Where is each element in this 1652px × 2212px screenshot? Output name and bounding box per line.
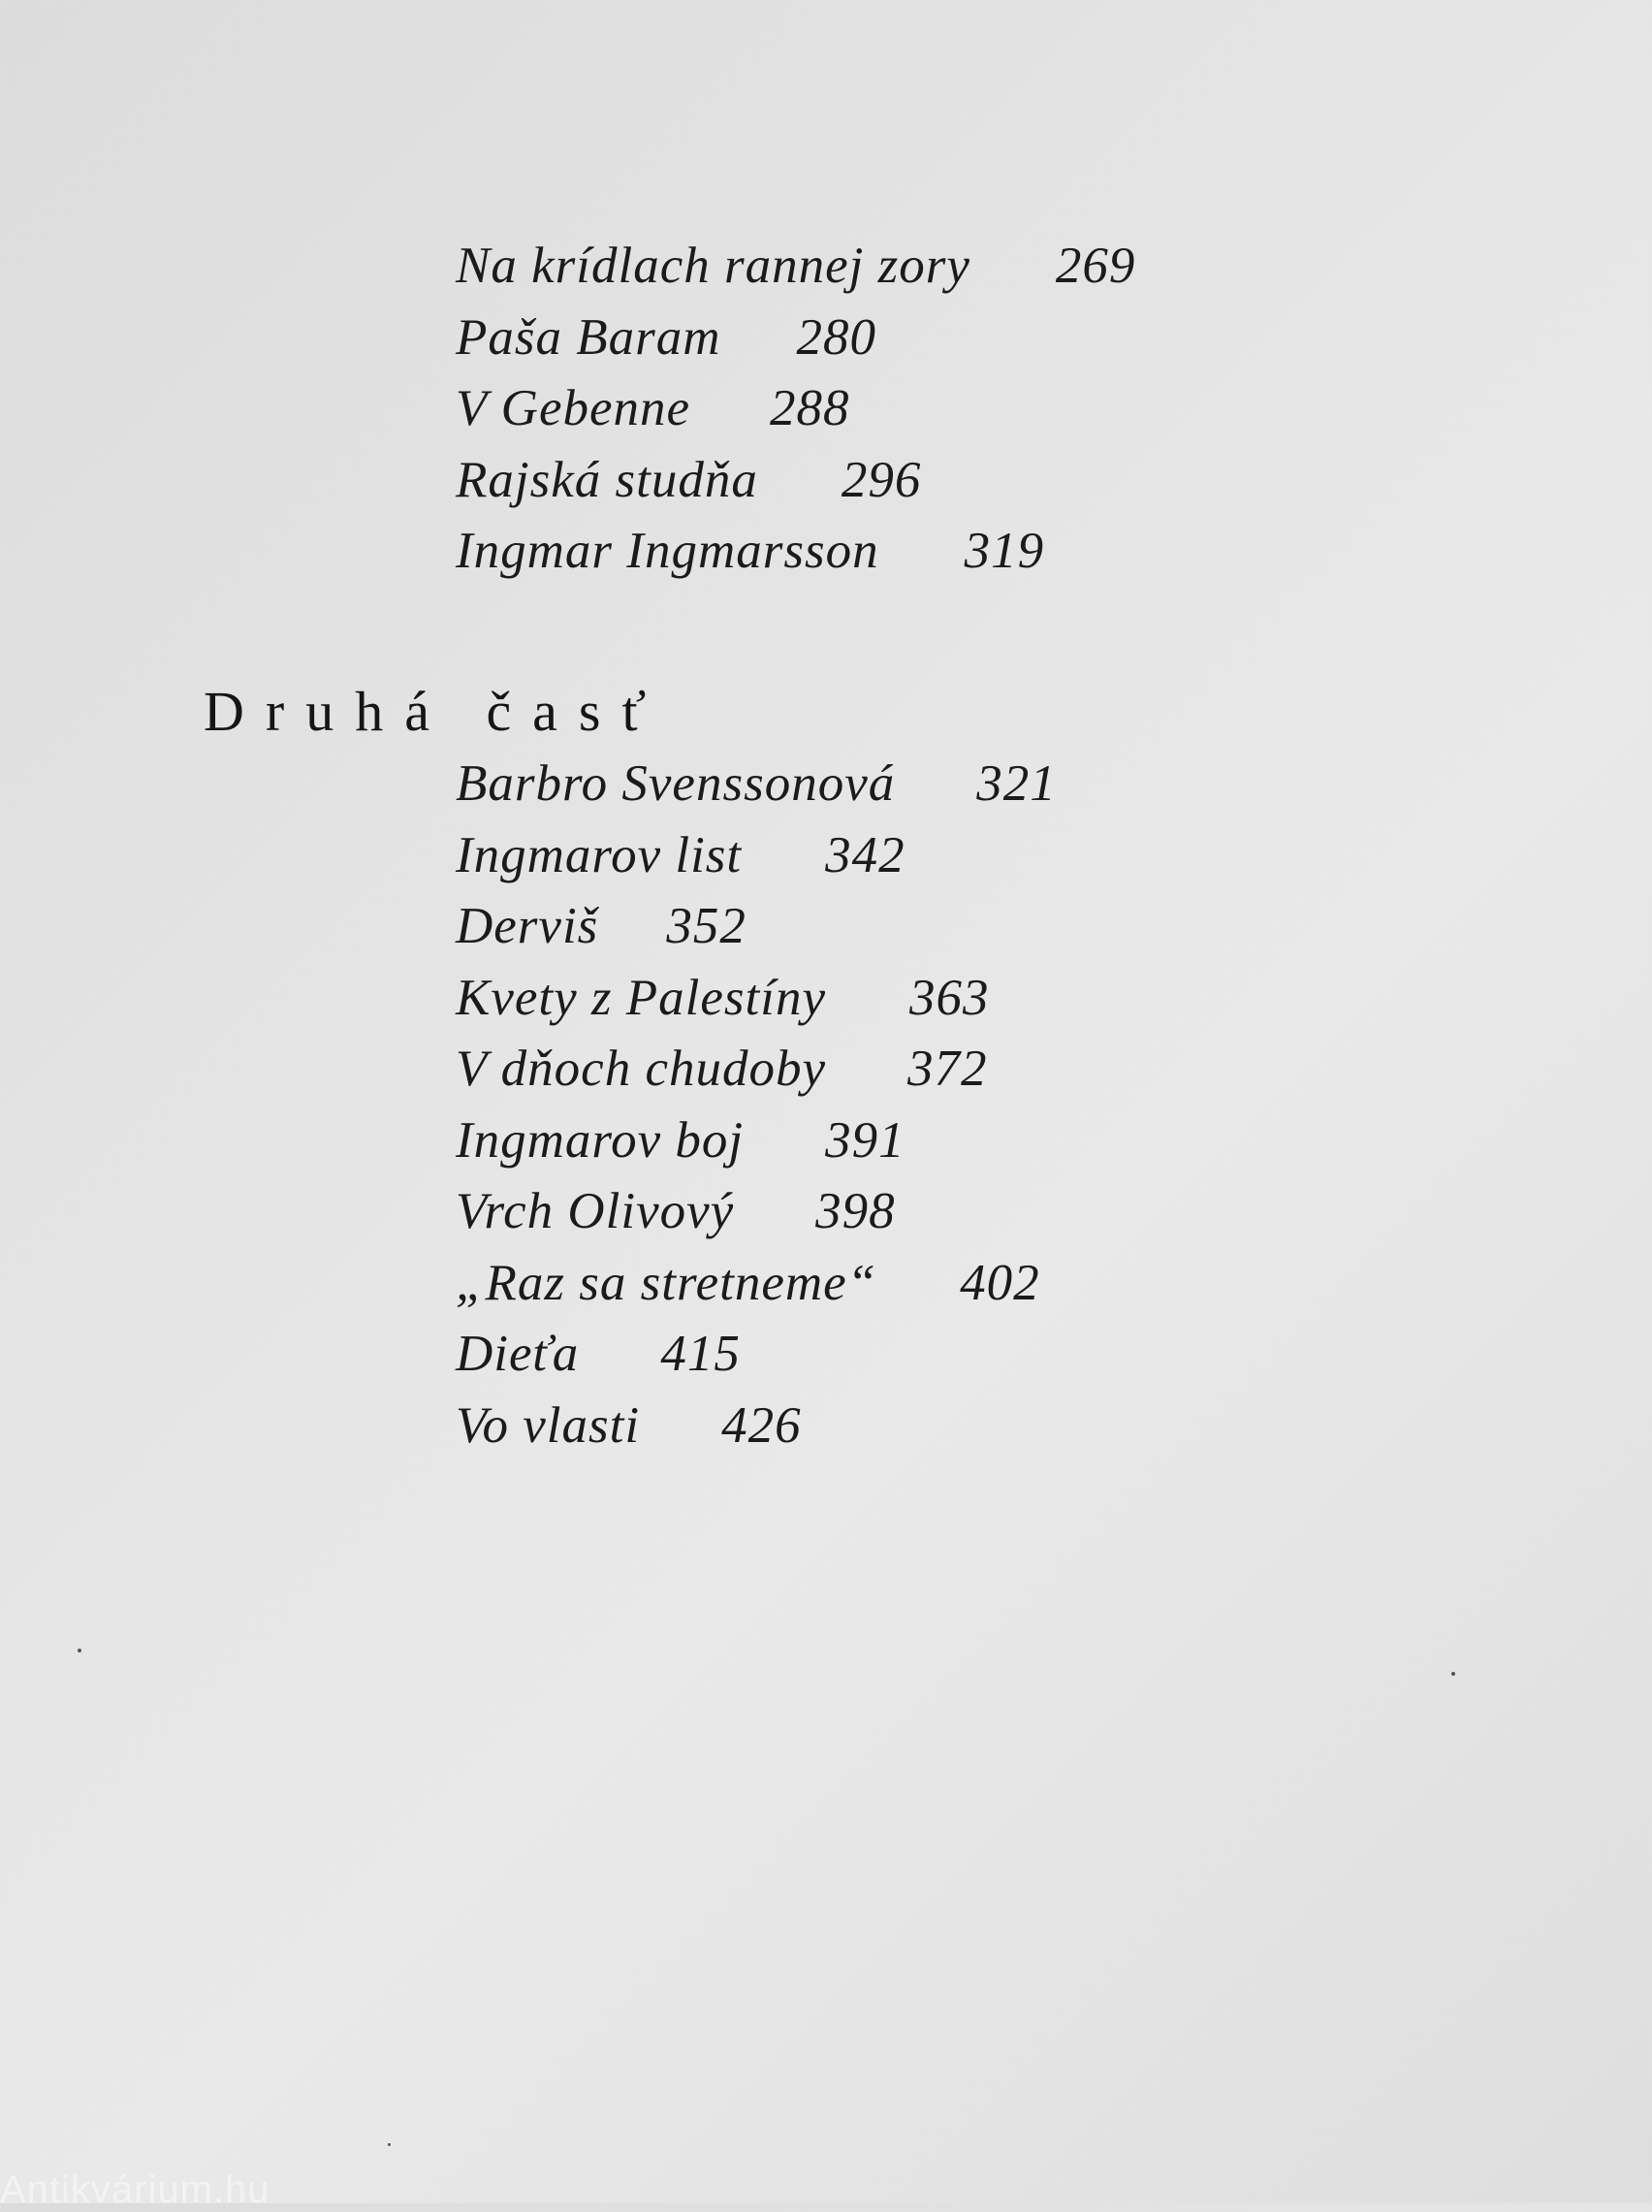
toc-entry-title: Kvety z Palestíny (456, 969, 826, 1026)
toc-entry (456, 1248, 1057, 1320)
toc-entry-page: 352 (666, 898, 747, 954)
toc-entry (456, 1106, 1057, 1177)
toc-entry-page: 296 (841, 451, 922, 508)
toc-entry-title: „Raz sa stretneme“ (456, 1254, 877, 1311)
toc-entry-page: 280 (796, 308, 877, 366)
toc-entry-page: 415 (660, 1326, 741, 1382)
toc-entry-title: Barbro Svenssonová (456, 755, 896, 812)
toc-entry-title: Dieťa (456, 1326, 580, 1382)
toc-entry-title: Paša Baram (456, 308, 721, 366)
toc-entry-title: V dňoch chudoby (456, 1041, 826, 1097)
toc-entry-page: 319 (964, 523, 1045, 579)
toc-entry (456, 1391, 1057, 1462)
toc-entry-title: Vo vlasti (456, 1396, 641, 1454)
paper-speck (78, 1649, 81, 1652)
toc-entry (456, 373, 1135, 445)
toc-entry-title: Ingmarov list (456, 826, 743, 883)
part-two-heading: Druhá časť (204, 680, 668, 743)
toc-entry-title: V Gebenne (456, 380, 691, 436)
toc-entry-page: 288 (770, 380, 850, 436)
toc-entry (456, 1319, 1057, 1391)
toc-entry-page: 342 (825, 826, 905, 883)
toc-entry-page: 402 (960, 1254, 1040, 1311)
toc-entry-title: Derviš (456, 898, 599, 954)
toc-entry-page: 269 (1055, 238, 1136, 294)
toc-entry (456, 516, 1135, 588)
toc-entry-title: Na krídlach rannej zory (456, 238, 970, 294)
toc-entry-page: 363 (909, 969, 990, 1026)
toc-entry-title: Ingmarov boj (456, 1111, 745, 1169)
toc-entry (456, 1034, 1057, 1106)
toc-entry (456, 820, 1057, 892)
paper-speck (388, 2143, 391, 2146)
toc-list-part-one (456, 231, 1135, 588)
toc-entry-title: Vrch Olivový (456, 1183, 735, 1239)
toc-entry (456, 891, 1057, 963)
toc-entry (456, 1176, 1057, 1248)
toc-entry-page: 321 (976, 755, 1057, 812)
toc-entry (456, 963, 1057, 1035)
paper-speck (1451, 1672, 1455, 1676)
toc-entry-page: 398 (815, 1183, 896, 1239)
toc-entry-page: 426 (721, 1396, 802, 1454)
toc-list-part-two (456, 749, 1057, 1461)
watermark: Antikvárium.hu (0, 2168, 270, 2211)
toc-entry-page: 372 (907, 1041, 988, 1097)
toc-entry-title: Rajská studňa (456, 451, 758, 508)
toc-entry-title: Ingmar Ingmarsson (456, 523, 879, 579)
toc-entry-page: 391 (825, 1111, 905, 1169)
toc-entry (456, 303, 1135, 374)
toc-entry (456, 231, 1135, 303)
toc-entry (456, 749, 1057, 820)
toc-entry (456, 445, 1135, 517)
